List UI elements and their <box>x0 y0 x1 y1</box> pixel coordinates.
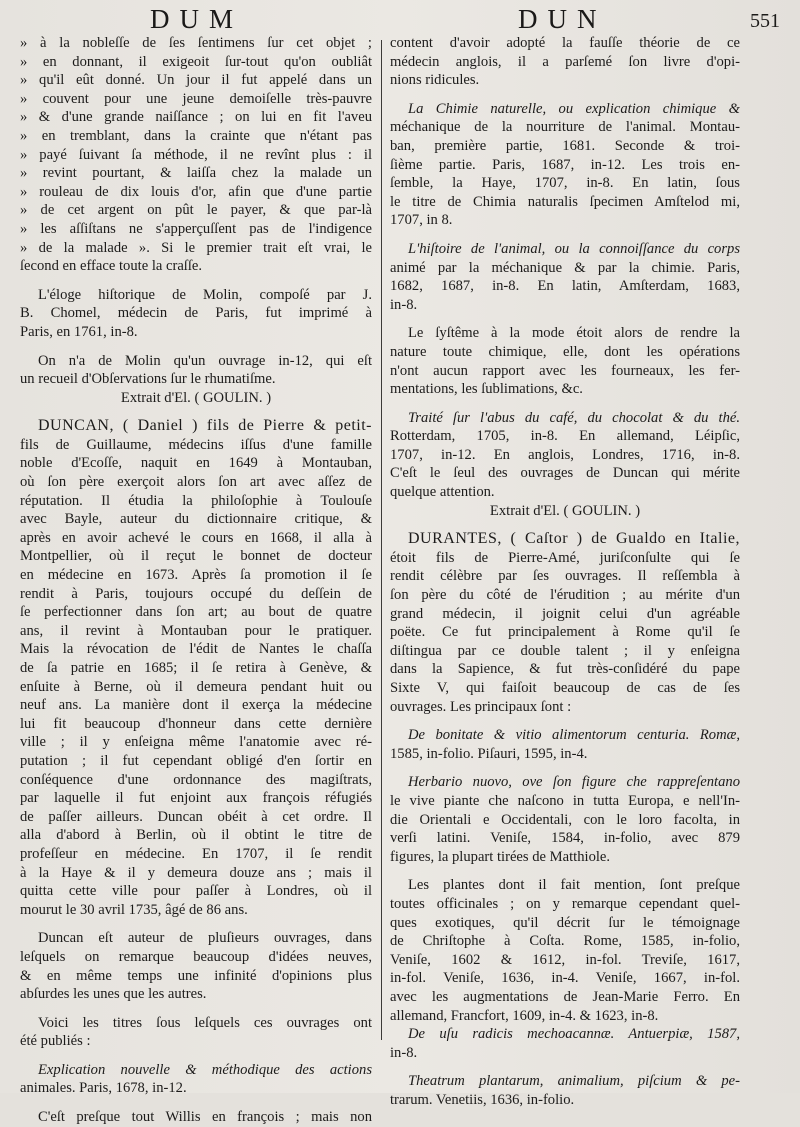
text-line: 1682, 1687, in-8. En latin, Amſterdam, 1683, <box>390 278 740 295</box>
running-head-right: DUN <box>518 4 607 34</box>
text-line: ſième partie. Paris, 1687, in-12. Les trois en- <box>390 156 740 173</box>
text-line: content d'avoir adopté la fauſſe théorie de ce <box>390 35 740 51</box>
text-line: Veniſe, 1602 & 1612, in-fol. Treviſe, 1617, <box>390 951 740 968</box>
paragraph-gap <box>390 230 740 240</box>
text-line: » & d'une grande naiſſance ; on lui en fit l'aveu <box>20 108 372 127</box>
text-line: » qu'il eût donné. Un jour il fut appelé dans un <box>20 71 372 90</box>
paragraph-gap <box>20 276 372 286</box>
text-line: allemand, Francfort, 1609, in-4. & 1623, in-8. <box>390 1007 659 1024</box>
text-line: dans la Sapience, & fut très-conſidéré du pape <box>390 661 740 678</box>
text-line: réputation. Il étudia la philoſophie à Toulouſe <box>20 492 372 509</box>
text-line: un recueil d'Obſervations ſur le rhumatiſme. <box>20 371 276 388</box>
text-line: » en tremblant, dans la crainte que n'étant pas <box>20 127 372 146</box>
text-line: DUNCAN, ( Daniel ) fils de Pierre & petit- <box>38 417 372 435</box>
text-line: L'hiſtoire de l'animal, ou la connoiſſance du corps <box>408 240 740 257</box>
text-line: noble d'Ecoſſe, naquit en 1649 à Montauban, <box>20 455 372 472</box>
text-line: été publiés : <box>20 1033 91 1050</box>
text-line: le titre de Chimia naturalis ſpecimen Amſtelod mi, <box>390 193 740 210</box>
text-line: ſemble, la Haye, 1707, in-8. En latin, ſous <box>390 175 740 192</box>
text-line: in-8. <box>390 1044 418 1061</box>
text-line: » en donnant, il exigeoit ſur-tout qu'on oubliât <box>20 53 372 72</box>
text-line: » de cet argent on pût le payer, & que par-là <box>20 201 372 220</box>
text-line: où ſon père exerçoit alors ſon art avec aſſez de <box>20 474 372 491</box>
text-line: nions ridicules. <box>390 72 480 89</box>
text-line: DURANTES, ( Caſtor ) de Gualdo en Italie, <box>408 530 740 548</box>
text-line: ban, première partie, 1681. Seconde & troi- <box>390 137 740 154</box>
right-column <box>390 34 740 1109</box>
text-line: ſecond en efface toute la craſſe. <box>20 258 203 275</box>
text-line: par laquelle il fut enjoint aux françois réfugiés <box>20 790 372 807</box>
text-line: Montpellier, où il reçut le bonnet de docteur <box>20 548 372 565</box>
text-line: mentations, les ſublimations, &c. <box>390 381 583 398</box>
text-line: médecin anglois, il a parſemé ſon livre d'opi- <box>390 53 740 70</box>
text-line: quelque attention. <box>390 484 495 501</box>
text-line: étoit fils de Pierre-Amé, juriſconſulte qui ſe <box>390 549 740 566</box>
text-line: On n'a de Molin qu'un ouvrage in-12, qui eſt <box>38 352 372 369</box>
text-line: abſurdes les unes que les autres. <box>20 986 207 1003</box>
text-line: nature toute chimique, elle, dont les opérations <box>390 343 740 360</box>
text-line: » couvent pour une jeune demoiſelle très-pauvre <box>20 90 372 109</box>
text-line: lui fit beaucoup d'honneur dans cette dernière <box>20 715 372 732</box>
text-line: grand médecin, il joignit celui d'un agréable <box>390 605 740 622</box>
text-line: Le ſyſtême à la mode étoit alors de rendre la <box>408 325 740 342</box>
paragraph-gap <box>390 399 740 409</box>
text-line: avec Bayle, auteur du dictionnaire critique, & <box>20 511 372 528</box>
text-line: après en avoir achevé le cours en 1668, il alla à <box>20 529 372 546</box>
paragraph-gap <box>390 866 740 876</box>
text-line: enſuite à Berne, où il demeura pendant huit ou <box>20 678 372 695</box>
paragraph-gap <box>20 1098 372 1108</box>
text-line: 1585, in-folio. Piſauri, 1595, in-4. <box>390 745 588 762</box>
text-line: in-8. <box>390 296 418 313</box>
paragraph-gap <box>390 520 740 530</box>
text-line: » de la malade ». Si le premier trait eſt vrai, le <box>20 239 372 258</box>
text-line: méchanique de la nourriture de l'animal. Montau- <box>390 119 740 136</box>
text-line: La Chimie naturelle, ou explication chimique & <box>408 100 740 117</box>
text-line: » payé ſuivant ſa méthode, il ne revînt plus : il <box>20 146 372 165</box>
text-line: Voici les titres ſous leſquels ces ouvrages ont <box>38 1014 372 1031</box>
text-line: 1707, in-12. En anglois, Londres, 1716, in-8. <box>390 446 740 463</box>
text-line: ques exotiques, qu'il décrit ſur le témoignage <box>390 914 740 931</box>
text-line: animales. Paris, 1678, in-12. <box>20 1080 187 1097</box>
text-line: de paſſer ailleurs. Duncan obéit à cet ordre. Il <box>20 808 372 825</box>
text-line: Extrait d'El. ( GOULIN. ) <box>120 389 272 406</box>
text-line: à la Haye & il y demeura douze ans ; mais il <box>20 864 372 881</box>
text-line: Theatrum plantarum, animalium, piſcium & pe- <box>408 1073 740 1090</box>
text-line: L'éloge hiſtorique de Molin, compoſé par J. <box>38 286 372 303</box>
page-number: 551 <box>750 10 780 32</box>
paragraph-gap <box>20 1051 372 1061</box>
text-line: avec les augmentations de Jean-Marie Ferro. En <box>390 988 740 1005</box>
paragraph-gap <box>20 407 372 417</box>
running-head-left: DUM <box>150 4 244 34</box>
paragraph-gap <box>390 763 740 773</box>
paragraph-gap <box>390 90 740 100</box>
text-line: alla d'abord à Berlin, où il obtint le titre de <box>20 827 372 844</box>
text-line: rendit à Paris, toujours occupé du deſſein de <box>20 585 372 602</box>
text-line: Extrait d'El. ( GOULIN. ) <box>489 502 641 519</box>
text-line: figures, la plupart tirées de Matthiole. <box>390 848 611 865</box>
text-line: toutes officinales ; on y remarque cependant quel- <box>390 895 740 912</box>
text-line: De uſu radicis mechoacannæ. Antuerpiæ, 1587, <box>408 1026 740 1043</box>
text-line: Sixte V, qui faiſoit beaucoup de cas de ſes <box>390 680 740 696</box>
text-line: n'ont aucun rapport avec les fourneaux, les fer- <box>390 362 740 379</box>
text-line: neuf ans. La manière dont il exerça la médecine <box>20 697 372 714</box>
text-line: Herbario nuovo, ove ſon figure che rappreſentano <box>408 774 740 791</box>
paragraph-gap <box>390 716 740 726</box>
text-line: fils de Guillaume, médecins iſſus d'une famille <box>20 436 372 453</box>
text-line: putation ; il fut cependant obligé d'en ſortir en <box>20 752 372 769</box>
paragraph-gap <box>20 342 372 352</box>
paragraph-gap <box>390 1062 740 1072</box>
text-line: » les aſſiſtans ne s'apperçuſſent pas de l'indigence <box>20 220 372 239</box>
column-divider <box>381 40 382 1040</box>
text-line: le vive piante che naſcono in tutta Europa, e nell'In- <box>390 792 740 809</box>
text-line: & en même temps une infinité d'opinions plus <box>20 967 372 984</box>
text-line: profeſſeur en médecine. En 1707, il ſe rendit <box>20 845 372 862</box>
text-line: » revint pourtant, & laiſſa chez la malade un <box>20 164 372 183</box>
text-line: die Orientali e Occidentali, con le loro facolta, in <box>390 811 740 828</box>
text-line: » rouleau de dix louis d'or, afin que d'une partie <box>20 183 372 202</box>
text-line: leſquels on remarque beaucoup d'idées neuves, <box>20 948 372 965</box>
text-line: De bonitate & vitio alimentorum centuria. Romæ, <box>408 727 740 744</box>
text-line: conſéquence d'une ordonnance des magiſtrats, <box>20 771 372 788</box>
text-line: diſtingua par ce double talent ; il y enſeigna <box>390 642 740 659</box>
text-line: ouvrages. Les principaux ſont : <box>390 698 572 715</box>
paragraph-gap <box>20 1004 372 1014</box>
paragraph-gap <box>20 919 372 929</box>
text-line: en médecine en 1673. Après ſa promotion il ſe <box>20 567 372 584</box>
left-column <box>20 34 372 1127</box>
text-line: verſi latini. Veniſe, 1584, in-folio, avec 879 <box>390 830 740 847</box>
text-line: B. Chomel, médecin de Paris, fut imprimé à <box>20 305 372 322</box>
text-line: quitta cette ville pour paſſer à Londres, où il <box>20 883 372 900</box>
text-line: poëte. Ce fut principalement à Rome qu'il ſe <box>390 624 740 641</box>
text-line: ſe perfectionner dans ſon art; au bout de quatre <box>20 604 372 621</box>
text-line: in-fol. Veniſe, 1636, in-4. Veniſe, 1667, in-fol. <box>390 970 740 987</box>
text-line: Les plantes dont il fait mention, ſont preſque <box>408 877 740 894</box>
text-line: de Chriſtophe à Coſta. Rome, 1585, in-folio, <box>390 933 740 950</box>
text-line: animé par la méchanique & par la chimie. Paris, <box>390 259 740 276</box>
text-line: de ſa patrie en 1685; il ſe retira à Genève, & <box>20 660 372 676</box>
text-line: ans, il revint à Montauban pour le pratiquer. <box>20 622 372 639</box>
text-line: mourut le 30 avril 1735, âgé de 86 ans. <box>20 901 248 918</box>
text-line: Paris, en 1761, in-8. <box>20 323 138 340</box>
text-line: C'eſt preſque tout Willis en françois ; mais non <box>38 1109 372 1126</box>
paragraph-gap <box>390 314 740 324</box>
text-line: C'eſt le ſeul des ouvrages de Duncan qui mérite <box>390 465 740 482</box>
text-line: ſon père du côté de l'érudition ; au mérite d'un <box>390 587 740 604</box>
text-line: 1707, in 8. <box>390 212 453 229</box>
text-line: ville ; il y enſeigna même l'anatomie avec ré- <box>20 734 372 751</box>
text-line: Explication nouvelle & méthodique des actions <box>38 1061 372 1078</box>
text-line: Traité ſur l'abus du café, du chocolat & du thé. <box>408 409 740 426</box>
text-line: Rotterdam, 1705, in-8. En allemand, Léipſic, <box>390 428 740 445</box>
text-line: Mais la révocation de l'édit de Nantes le chaſſa <box>20 641 372 658</box>
text-line: rendit célèbre par ſes ouvrages. Il reſſembla à <box>390 568 740 585</box>
text-line: » à la nobleſſe de ſes ſentimens ſur cet objet ; <box>20 34 372 53</box>
text-line: Duncan eſt auteur de pluſieurs ouvrages, dans <box>38 930 372 947</box>
text-line: trarum. Venetiis, 1636, in-folio. <box>390 1091 575 1108</box>
